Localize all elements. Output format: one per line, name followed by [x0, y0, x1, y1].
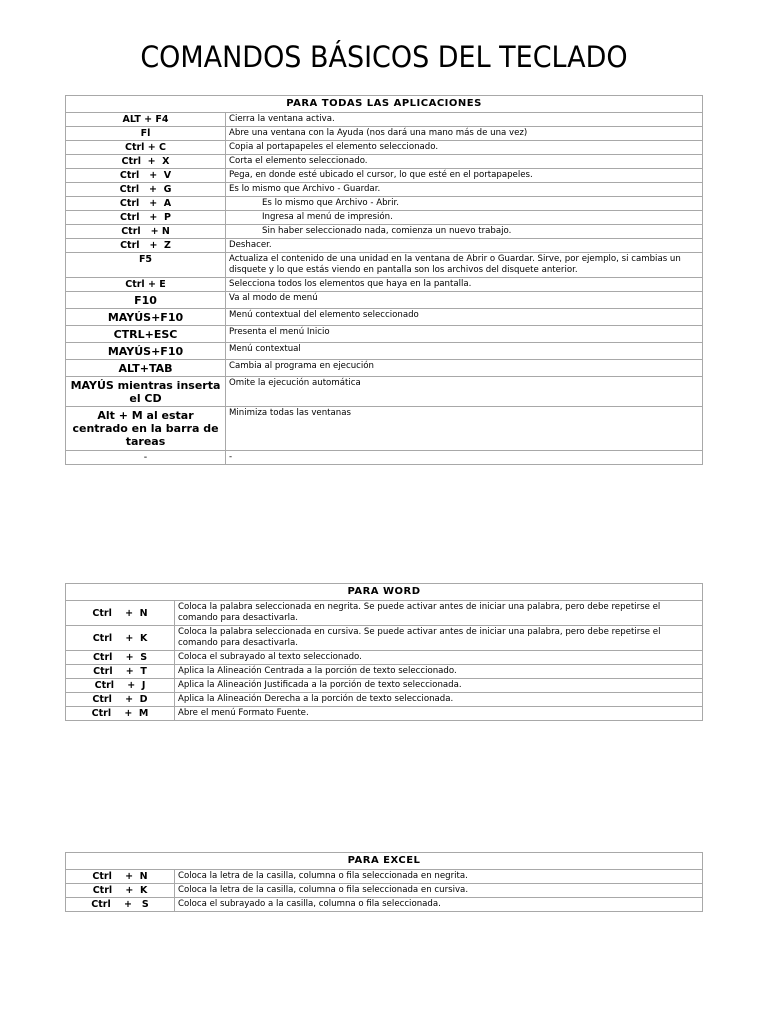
shortcut-key: Alt + M al estar centrado en la barra de tareas [66, 407, 226, 451]
table-row [66, 451, 703, 465]
shortcut-key: Ctrl + N [66, 870, 175, 884]
shortcut-description: Sin haber seleccionado nada, comienza un nuevo trabajo. [226, 225, 703, 239]
shortcut-key: Fl [66, 127, 226, 141]
shortcut-description: Coloca el subrayado a la casilla, columna o fila seleccionada. [175, 898, 703, 912]
shortcut-description: Deshacer. [226, 239, 703, 253]
shortcut-key: Ctrl + C [66, 141, 226, 155]
shortcut-description: Es lo mismo que Archivo - Guardar. [226, 183, 703, 197]
table-row [66, 278, 703, 292]
shortcut-key: Ctrl + K [66, 884, 175, 898]
shortcut-key: CTRL+ESC [66, 326, 226, 343]
table-row [66, 343, 703, 360]
table-row [66, 601, 703, 626]
table-row [66, 693, 703, 707]
shortcut-description: Omite la ejecución automática [226, 377, 703, 407]
table-row [66, 377, 703, 407]
shortcut-key: Ctrl + J [66, 679, 175, 693]
shortcut-key: MAYÚS+F10 [66, 343, 226, 360]
excel-shortcuts-table [65, 852, 703, 912]
table-row [66, 707, 703, 721]
shortcut-description: Menú contextual [226, 343, 703, 360]
shortcut-description: Va al modo de menú [226, 292, 703, 309]
shortcut-description: - [226, 451, 703, 465]
table-row [66, 141, 703, 155]
shortcut-key: Ctrl + D [66, 693, 175, 707]
table-row [66, 679, 703, 693]
shortcut-key: Ctrl + K [66, 626, 175, 651]
shortcut-description: Menú contextual del elemento seleccionado [226, 309, 703, 326]
shortcut-description: Coloca la palabra seleccionada en cursiva. Se puede activar antes de iniciar una palabra, pero debe repetirse el comando para desactivarla. [175, 626, 703, 651]
table-row [66, 127, 703, 141]
shortcut-description: Abre el menú Formato Fuente. [175, 707, 703, 721]
shortcut-description: Copia al portapapeles el elemento seleccionado. [226, 141, 703, 155]
shortcut-key: Ctrl + V [66, 169, 226, 183]
shortcut-description: Corta el elemento seleccionado. [226, 155, 703, 169]
table-header: PARA EXCEL [66, 853, 703, 870]
shortcut-description: Coloca el subrayado al texto seleccionado. [175, 651, 703, 665]
table-row [66, 113, 703, 127]
table-row [66, 884, 703, 898]
shortcut-key: Ctrl + N [66, 601, 175, 626]
table-row [66, 169, 703, 183]
shortcut-description: Aplica la Alineación Centrada a la porción de texto seleccionado. [175, 665, 703, 679]
shortcut-key: Ctrl + T [66, 665, 175, 679]
shortcut-key: Ctrl + E [66, 278, 226, 292]
shortcut-description: Pega, en donde esté ubicado el cursor, lo que esté en el portapapeles. [226, 169, 703, 183]
table-row [66, 155, 703, 169]
table-row [66, 326, 703, 343]
table-row [66, 211, 703, 225]
shortcut-key: ALT+TAB [66, 360, 226, 377]
table-row [66, 665, 703, 679]
shortcut-description: Ingresa al menú de impresión. [226, 211, 703, 225]
table-row [66, 292, 703, 309]
table-row [66, 626, 703, 651]
shortcut-description: Actualiza el contenido de una unidad en la ventana de Abrir o Guardar. Sirve, por ejemplo, si cambias un disquete y lo que estás viendo en pantalla son los archivos del disquete anterior. [226, 253, 703, 278]
table-row [66, 651, 703, 665]
shortcut-description: Es lo mismo que Archivo - Abrir. [226, 197, 703, 211]
table-row [66, 309, 703, 326]
shortcut-description: Selecciona todos los elementos que haya en la pantalla. [226, 278, 703, 292]
shortcut-key: F10 [66, 292, 226, 309]
shortcut-description: Coloca la palabra seleccionada en negrita. Se puede activar antes de iniciar una palabra, pero debe repetirse el comando para desactivarla. [175, 601, 703, 626]
shortcut-description: Abre una ventana con la Ayuda (nos dará una mano más de una vez) [226, 127, 703, 141]
page-title: COMANDOS BÁSICOS DEL TECLADO [140, 40, 628, 74]
word-shortcuts-table [65, 583, 703, 721]
shortcut-description: Minimiza todas las ventanas [226, 407, 703, 451]
table-row [66, 870, 703, 884]
table-header: PARA TODAS LAS APLICACIONES [66, 96, 703, 113]
shortcut-key: Ctrl + X [66, 155, 226, 169]
table-row [66, 253, 703, 278]
table-row [66, 239, 703, 253]
shortcut-description: Aplica la Alineación Justificada a la porción de texto seleccionada. [175, 679, 703, 693]
shortcut-key: Ctrl + A [66, 197, 226, 211]
shortcut-key: Ctrl + G [66, 183, 226, 197]
table-row [66, 183, 703, 197]
shortcut-key: MAYÚS+F10 [66, 309, 226, 326]
table-row [66, 197, 703, 211]
shortcut-description: Presenta el menú Inicio [226, 326, 703, 343]
shortcut-key: MAYÚS mientras inserta el CD [66, 377, 226, 407]
shortcut-key: F5 [66, 253, 226, 278]
shortcut-description: Coloca la letra de la casilla, columna o fila seleccionada en negrita. [175, 870, 703, 884]
shortcut-description: Coloca la letra de la casilla, columna o fila seleccionada en cursiva. [175, 884, 703, 898]
table-row [66, 360, 703, 377]
shortcut-key: Ctrl + P [66, 211, 226, 225]
shortcut-key: Ctrl + S [66, 651, 175, 665]
shortcut-key: Ctrl + Z [66, 239, 226, 253]
shortcut-key: Ctrl + N [66, 225, 226, 239]
shortcut-description: Cierra la ventana activa. [226, 113, 703, 127]
table-row [66, 225, 703, 239]
shortcut-key: - [66, 451, 226, 465]
shortcut-key: ALT + F4 [66, 113, 226, 127]
table-row [66, 407, 703, 451]
table-header: PARA WORD [66, 584, 703, 601]
shortcut-description: Cambia al programa en ejecución [226, 360, 703, 377]
shortcut-key: Ctrl + S [66, 898, 175, 912]
all-apps-shortcuts-table [65, 95, 703, 465]
table-row [66, 898, 703, 912]
shortcut-description: Aplica la Alineación Derecha a la porción de texto seleccionada. [175, 693, 703, 707]
shortcut-key: Ctrl + M [66, 707, 175, 721]
